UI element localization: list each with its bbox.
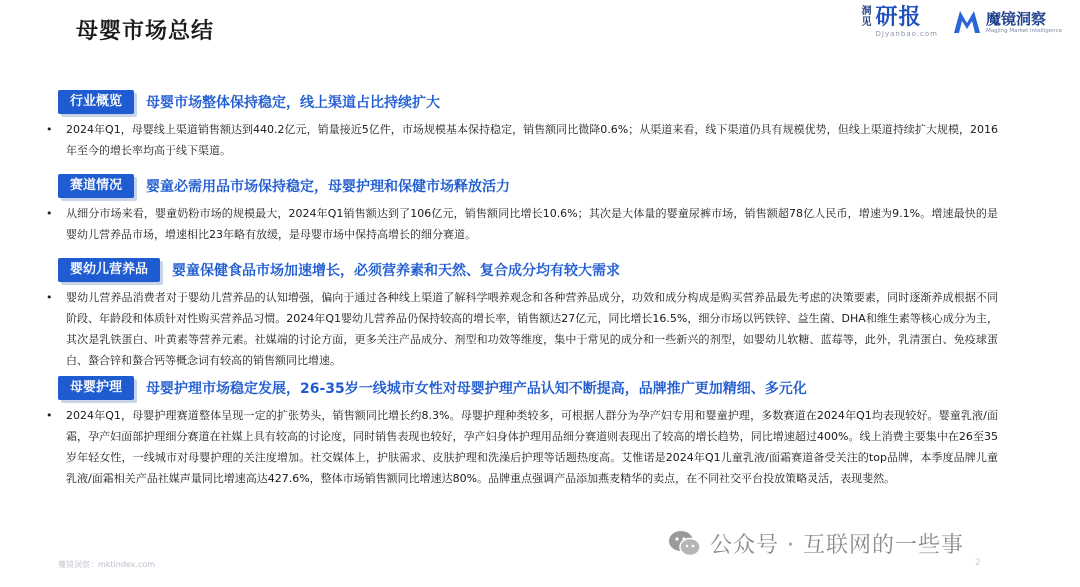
mojing-logo-en: Magjing Market Intelligence: [985, 27, 1062, 34]
section-heading: 母婴市场整体保持稳定，线上渠道占比持续扩大: [146, 95, 441, 111]
section-track-status: [46, 173, 1058, 245]
section-heading: 婴童保健食品市场加速增长，必须营养素和天然、复合成分均有较大需求: [172, 263, 621, 279]
watermark-text: 公众号 · 互联网的一些事: [710, 533, 964, 558]
djyanbao-logo: [861, 6, 938, 38]
djyanbao-logo-prefix: 洞见: [861, 6, 872, 28]
section-heading: 婴童必需用品市场保持稳定，母婴护理和保健市场释放活力: [146, 179, 511, 195]
section-heading: 母婴护理市场稳定发展，26-35岁一线城市女性对母婴护理产品认知不断提高，品牌推广更加精细、多元化: [146, 381, 807, 397]
section-infant-nutrition: [46, 257, 1058, 371]
section-tag: 行业概览: [58, 90, 134, 114]
bullet-icon: •: [46, 207, 53, 220]
section-maternal-care: [46, 375, 1058, 489]
wechat-icon: [668, 529, 702, 559]
section-industry-overview: [46, 89, 1058, 161]
section-tag: 母婴护理: [58, 376, 134, 400]
section-body: 2024年Q1，母婴线上渠道销售额达到440.2亿元，销量接近5亿件，市场规模基本保持稳定，销售额同比微降0.6%；从渠道来看，线下渠道仍具有规模优势，但线上渠道持续扩大规模，2016年至今的增长率均高于线下渠道。: [66, 123, 998, 157]
bullet-icon: •: [46, 123, 53, 136]
mojing-logo-cn: 魔镜洞察: [985, 9, 1046, 28]
mojing-logo: [952, 9, 1062, 35]
header-logos: [861, 4, 1062, 40]
bullet-icon: •: [46, 409, 53, 422]
footer-source: 魔镜洞察：mktindex.com: [58, 560, 156, 569]
djyanbao-logo-main: 研报: [875, 5, 922, 30]
wechat-watermark: [668, 528, 964, 559]
bullet-icon: •: [46, 291, 53, 304]
section-tag: 赛道情况: [58, 174, 134, 198]
section-body: 从细分市场来看，婴童奶粉市场的规模最大，2024年Q1销售额达到了106亿元，销售额同比增长10.6%；其次是大体量的婴童尿裤市场，销售额超78亿人民币，增速为9.1%。增速最快的是婴幼儿营养品市场，增速相比23年略有放缓，是母婴市场中保持高增长的细分赛道。: [66, 207, 998, 241]
section-body: 2024年Q1，母婴护理赛道整体呈现一定的扩张势头，销售额同比增长约8.3%。母婴护理种类较多，可根据人群分为孕产妇专用和婴童护理，多数赛道在2024年Q1均表现较好。婴童乳液/面霜，孕产妇面部护理细分赛道在社媒上具有较高的讨论度，同时销售表现也较好，孕产妇身体护理用品细分赛道则表现出了较高的增长趋势，同比增速超过400%。线上消费主要集中在26至35岁年轻女性，一线城市对母婴护理的关注度增加。社交媒体上，护肤需求、皮肤护理和洗澡后护理等话题热度高。艾惟诺是2024年Q1儿童乳液/面霜赛道备受关注的top品牌，本季度品牌儿童乳液/面霜相关产品社媒声量同比增速高达427.6%，整体市场销售额同比增速达80%。品牌重点强调产品添加燕麦精华的卖点，在不同社交平台投放策略灵活，表现斐然。: [66, 409, 998, 485]
section-tag: 婴幼儿营养品: [58, 258, 160, 282]
djyanbao-logo-domain: DJyanbao.com: [875, 30, 938, 38]
mojing-m-icon: [952, 9, 982, 35]
section-body: 婴幼儿营养品消费者对于婴幼儿营养品的认知增强，偏向于通过各种线上渠道了解科学喂养观念和各种营养品成分，功效和成分构成是购买营养品最先考虑的决策要素，同时逐渐养成根据不同阶段、年龄段和体质针对性购买营养品习惯。2024年Q1婴幼儿营养品仍保持较高的增长率，销售额达27亿元，同比增长16.5%，细分市场以钙铁锌、益生菌、DHA和维生素等核心成分为主，其次是乳铁蛋白、叶黄素等营养元素。社媒端的讨论方面，更多关注产品成分、剂型和功效等维度，集中于常见的成分和一些新兴的剂型，如婴幼儿软糖、蓝莓等，此外，乳清蛋白、免疫球蛋白、螯合锌和螯合钙等概念词有较高的销售额同比增速。: [66, 291, 998, 367]
page-title: 母婴市场总结: [76, 19, 215, 44]
page-number: 2: [975, 558, 981, 568]
